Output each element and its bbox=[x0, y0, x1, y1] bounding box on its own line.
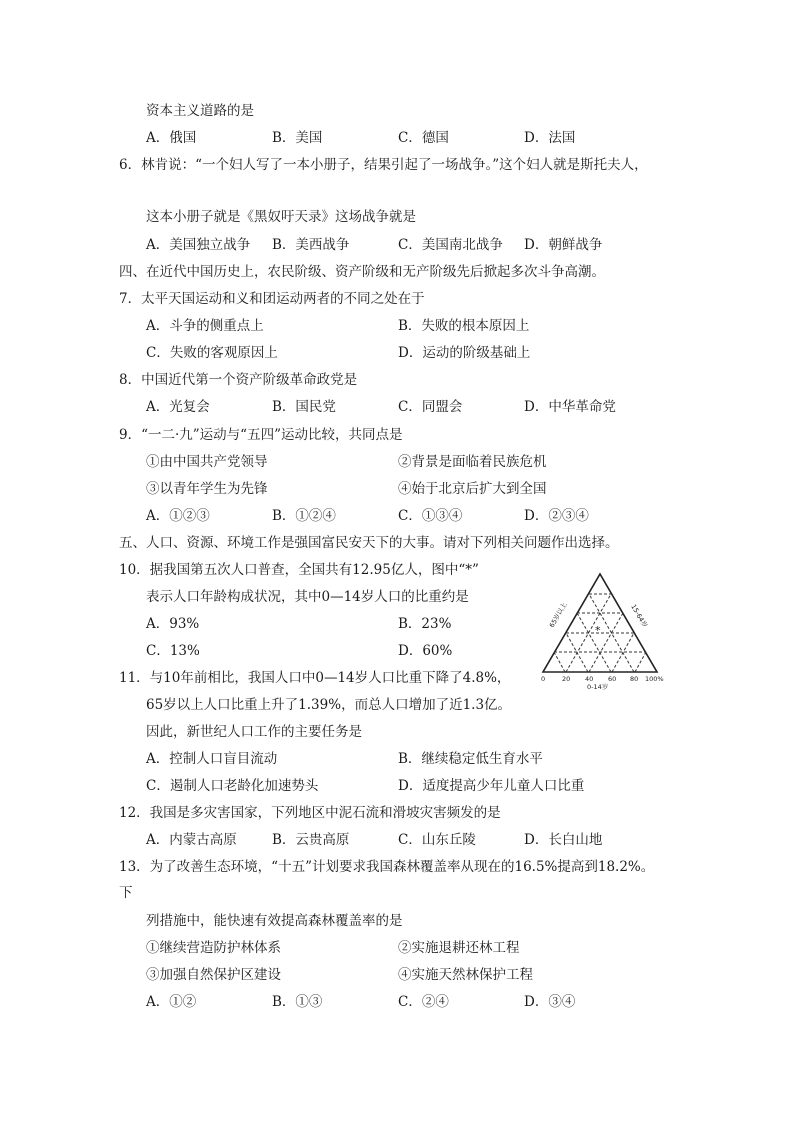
question-13-wrap: 下 bbox=[119, 885, 133, 901]
option-d: D．长白山地 bbox=[524, 832, 603, 848]
axis-label-left: 65岁以上 bbox=[547, 600, 569, 629]
option-b: B．云贵高原 bbox=[272, 832, 350, 848]
option-b: B．失败的根本原因上 bbox=[398, 318, 530, 334]
question-13-cont: 列措施中，能快速有效提高森林覆盖率的是 bbox=[146, 913, 403, 929]
option-c: C．②④ bbox=[398, 994, 449, 1010]
option-d: D．运动的阶级基础上 bbox=[398, 345, 531, 361]
option-b: B．①②④ bbox=[272, 508, 336, 524]
question-8: 8．中国近代第一个资产阶级革命政党是 bbox=[119, 372, 358, 388]
option-b: B．美西战争 bbox=[272, 237, 350, 253]
option-d: D．朝鲜战争 bbox=[524, 237, 603, 253]
option-a: A．控制人口盲目流动 bbox=[146, 751, 278, 767]
statement-4: ④实施天然林保护工程 bbox=[398, 967, 533, 983]
question-6-cont: 这本小册子就是《黑奴吁天录》这场战争就是 bbox=[146, 209, 416, 225]
question-9: 9．“一二·九”运动与“五四”运动比较，共同点是 bbox=[119, 427, 403, 443]
option-b: B．①③ bbox=[272, 994, 323, 1010]
option-c: C．遏制人口老龄化加速势头 bbox=[146, 778, 319, 794]
question-6: 6．林肯说：“一个妇人写了一本小册子，结果引起了一场战争。”这个妇人就是斯托夫人， bbox=[119, 157, 648, 173]
option-d: D．60% bbox=[398, 643, 453, 659]
option-b: B．23% bbox=[398, 616, 452, 632]
tick-label: 100% bbox=[645, 675, 664, 683]
statement-3: ③加强自然保护区建设 bbox=[146, 967, 281, 983]
option-a: A．内蒙古高原 bbox=[146, 832, 237, 848]
option-a: A．光复会 bbox=[146, 399, 210, 415]
option-b: B．继续稳定低生育水平 bbox=[398, 751, 543, 767]
option-b: B．美国 bbox=[272, 130, 323, 146]
statement-3: ③以青年学生为先锋 bbox=[146, 481, 268, 497]
option-d: D．中华革命党 bbox=[524, 399, 616, 415]
option-b: B．国民党 bbox=[272, 399, 336, 415]
option-d: D．法国 bbox=[524, 130, 576, 146]
option-c: C．美国南北战争 bbox=[398, 237, 503, 253]
option-c: C．同盟会 bbox=[398, 399, 463, 415]
tick-label: 20 bbox=[562, 675, 571, 683]
option-c: C．①③④ bbox=[398, 508, 463, 524]
axis-label-bottom: 0-14岁 bbox=[587, 683, 609, 690]
axis-label-right: 15-64岁 bbox=[629, 603, 649, 629]
option-c: C．失败的客观原因上 bbox=[146, 345, 278, 361]
statement-4: ④始于北京后扩大到全国 bbox=[398, 481, 547, 497]
option-a: A．美国独立战争 bbox=[146, 237, 251, 253]
question-11-cont: 65岁以上人口比重上升了1.39%，而总人口增加了近1.3亿。 bbox=[146, 697, 512, 713]
tick-label: 80 bbox=[630, 675, 639, 683]
tick-label: 0 bbox=[541, 675, 546, 683]
question-10: 10．据我国第五次人口普查，全国共有12.95亿人，图中“*” bbox=[119, 562, 479, 578]
option-c: C．13% bbox=[146, 643, 200, 659]
option-a: A．俄国 bbox=[146, 130, 197, 146]
option-c: C．山东丘陵 bbox=[398, 832, 476, 848]
section-heading: 五、人口、资源、环境工作是强国富民安天下的大事。请对下列相关问题作出选择。 bbox=[119, 535, 619, 551]
option-d: D．②③④ bbox=[524, 508, 589, 524]
statement-1: ①由中国共产党领导 bbox=[146, 454, 268, 470]
statement-1: ①继续营造防护林体系 bbox=[146, 940, 281, 956]
option-d: D．③④ bbox=[524, 994, 576, 1010]
statement-2: ②背景是面临着民族危机 bbox=[398, 454, 547, 470]
option-d: D．适度提高少年儿童人口比重 bbox=[398, 778, 585, 794]
option-a: A．①②③ bbox=[146, 508, 210, 524]
option-a: A．①② bbox=[146, 994, 197, 1010]
section-heading: 四、在近代中国历史上，农民阶级、资产阶级和无产阶级先后掀起多次斗争高潮。 bbox=[119, 264, 605, 280]
question-10-cont: 表示人口年龄构成状况，其中0—14岁人口的比重约是 bbox=[146, 589, 469, 605]
tick-label: 60 bbox=[608, 675, 617, 683]
question-13: 13．为了改善生态环境，“十五”计划要求我国森林覆盖率从现在的16.5%提高到18.2%。 bbox=[119, 859, 655, 875]
option-a: A．斗争的侧重点上 bbox=[146, 318, 264, 334]
question-11: 11．与10年前相比，我国人口中0—14岁人口比重下降了4.8%， bbox=[119, 670, 511, 686]
age-structure-ternary-figure bbox=[535, 568, 665, 690]
question-12: 12．我国是多灾害国家，下列地区中泥石流和滑坡灾害频发的是 bbox=[119, 805, 501, 821]
option-a: A．93% bbox=[146, 616, 200, 632]
question-7: 7．太平天国运动和义和团运动两者的不同之处在于 bbox=[119, 291, 425, 307]
option-c: C．德国 bbox=[398, 130, 449, 146]
question-stem-line: 资本主义道路的是 bbox=[146, 103, 254, 119]
question-11-cont: 因此，新世纪人口工作的主要任务是 bbox=[146, 724, 362, 740]
statement-2: ②实施退耕还林工程 bbox=[398, 940, 520, 956]
population-marker: * bbox=[595, 624, 601, 637]
tick-label: 40 bbox=[585, 675, 594, 683]
